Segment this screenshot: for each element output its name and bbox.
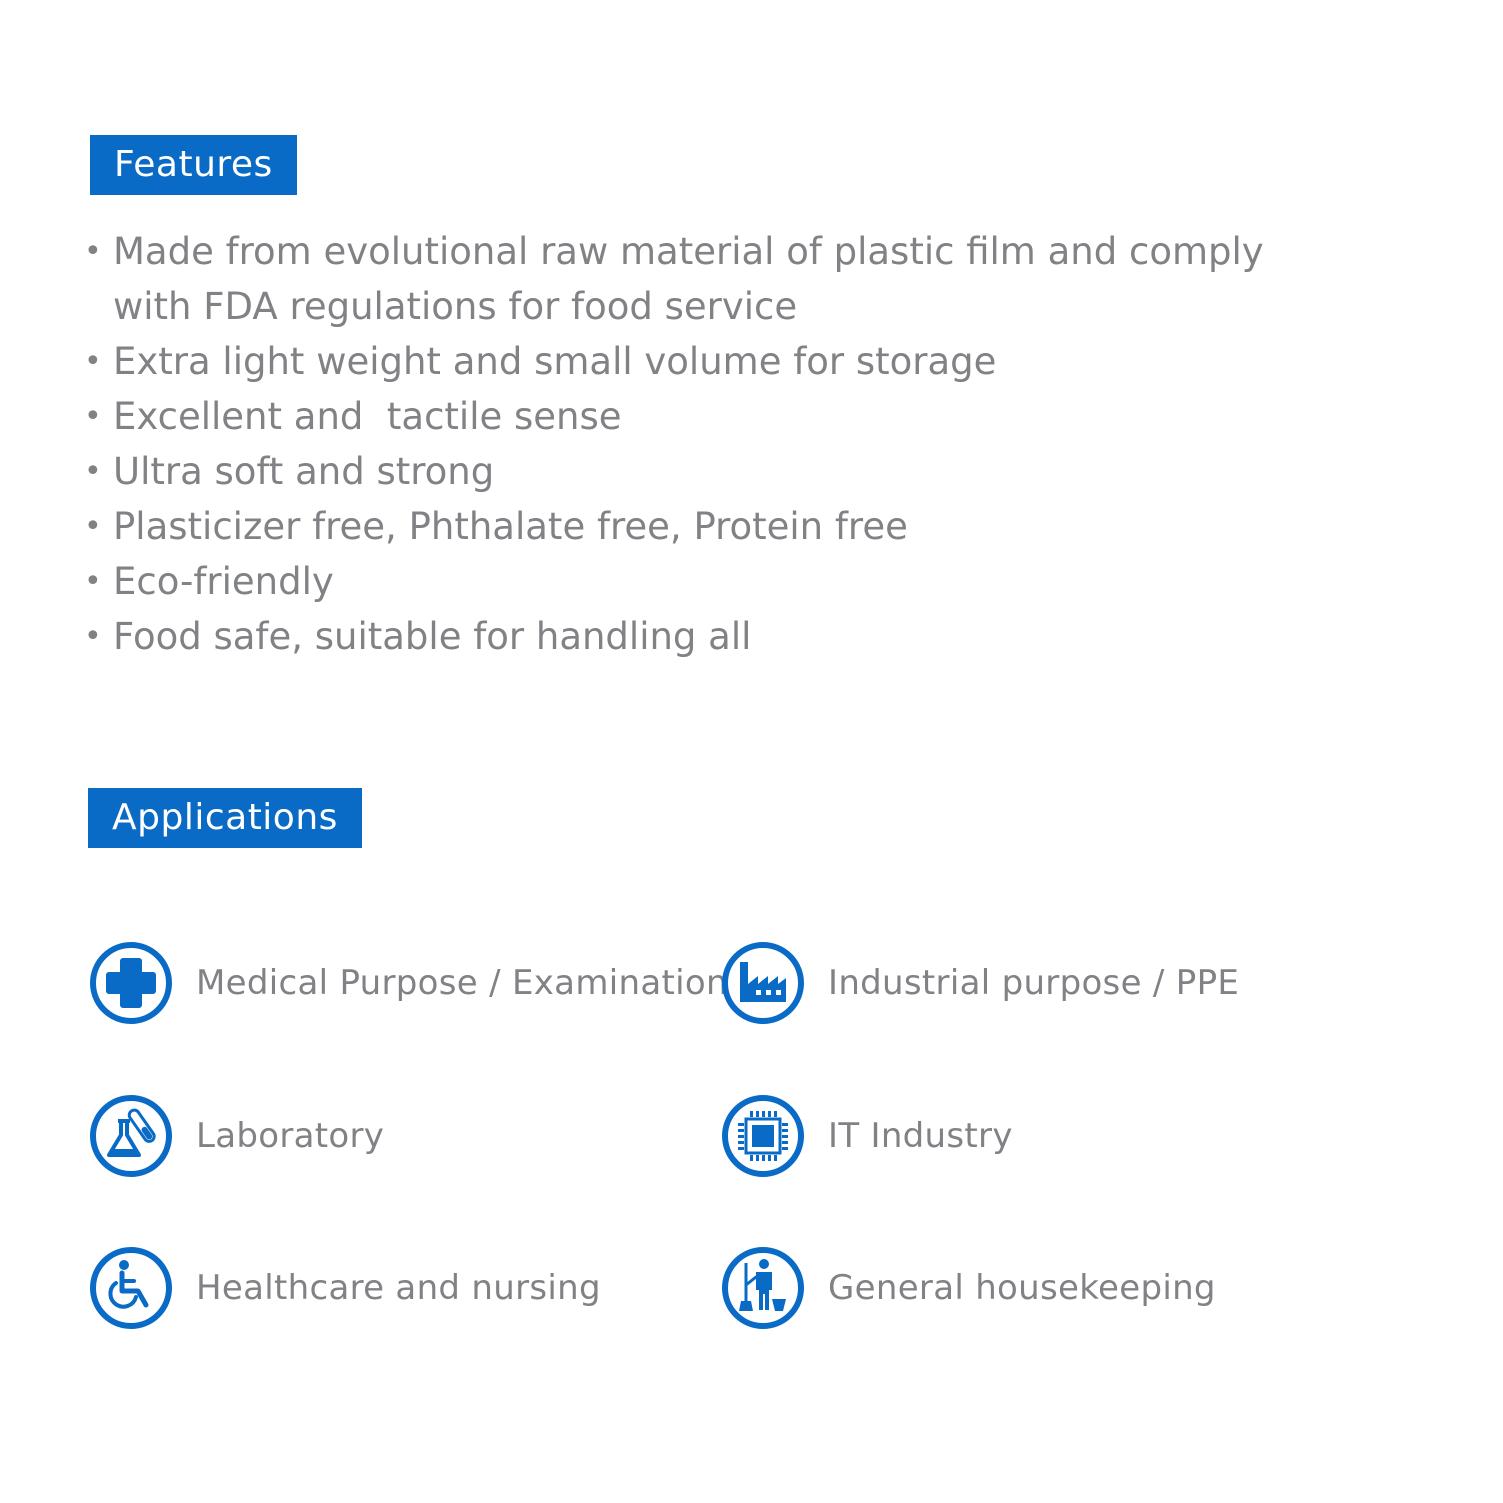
list-item	[84, 389, 1284, 444]
bullet-icon: •	[84, 509, 102, 544]
wheelchair-icon	[88, 1245, 174, 1331]
list-item	[84, 334, 1284, 389]
list-item	[84, 444, 1284, 499]
application-label: IT Industry	[828, 1116, 1013, 1156]
bullet-icon: •	[84, 344, 102, 379]
feature-text: Made from evolutional raw material of plastic film and comply with FDA regulations for food service	[113, 230, 1264, 328]
application-item-it-industry	[720, 1093, 1013, 1179]
application-item-industrial	[720, 940, 1239, 1026]
application-label: Medical Purpose / Examination	[196, 963, 728, 1003]
factory-icon	[720, 940, 806, 1026]
list-item	[84, 609, 1284, 664]
microchip-icon	[720, 1093, 806, 1179]
housekeeping-icon	[720, 1245, 806, 1331]
application-item-laboratory	[88, 1093, 384, 1179]
application-label: Laboratory	[196, 1116, 385, 1156]
features-list	[84, 224, 1284, 664]
feature-text: Plasticizer free, Phthalate free, Protein free	[113, 505, 908, 548]
feature-text: Food safe, suitable for handling all	[113, 615, 752, 658]
lab-flask-icon	[88, 1093, 174, 1179]
list-item	[84, 554, 1284, 609]
feature-text: Excellent and tactile sense	[113, 395, 622, 438]
application-label: Industrial purpose / PPE	[828, 963, 1240, 1003]
list-item	[84, 499, 1284, 554]
list-item	[84, 224, 1284, 334]
bullet-icon: •	[84, 399, 102, 434]
application-label: Healthcare and nursing	[196, 1268, 601, 1308]
applications-heading: Applications	[88, 788, 362, 848]
bullet-icon: •	[84, 234, 102, 269]
feature-text: Eco-friendly	[113, 560, 334, 603]
medical-cross-icon	[88, 940, 174, 1026]
bullet-icon: •	[84, 454, 102, 489]
application-item-healthcare	[88, 1245, 601, 1331]
feature-text: Extra light weight and small volume for storage	[113, 340, 997, 383]
application-item-housekeeping	[720, 1245, 1216, 1331]
application-item-medical	[88, 940, 728, 1026]
bullet-icon: •	[84, 619, 102, 654]
bullet-icon: •	[84, 564, 102, 599]
features-heading: Features	[90, 135, 297, 195]
application-label: General housekeeping	[828, 1268, 1216, 1308]
feature-text: Ultra soft and strong	[113, 450, 495, 493]
